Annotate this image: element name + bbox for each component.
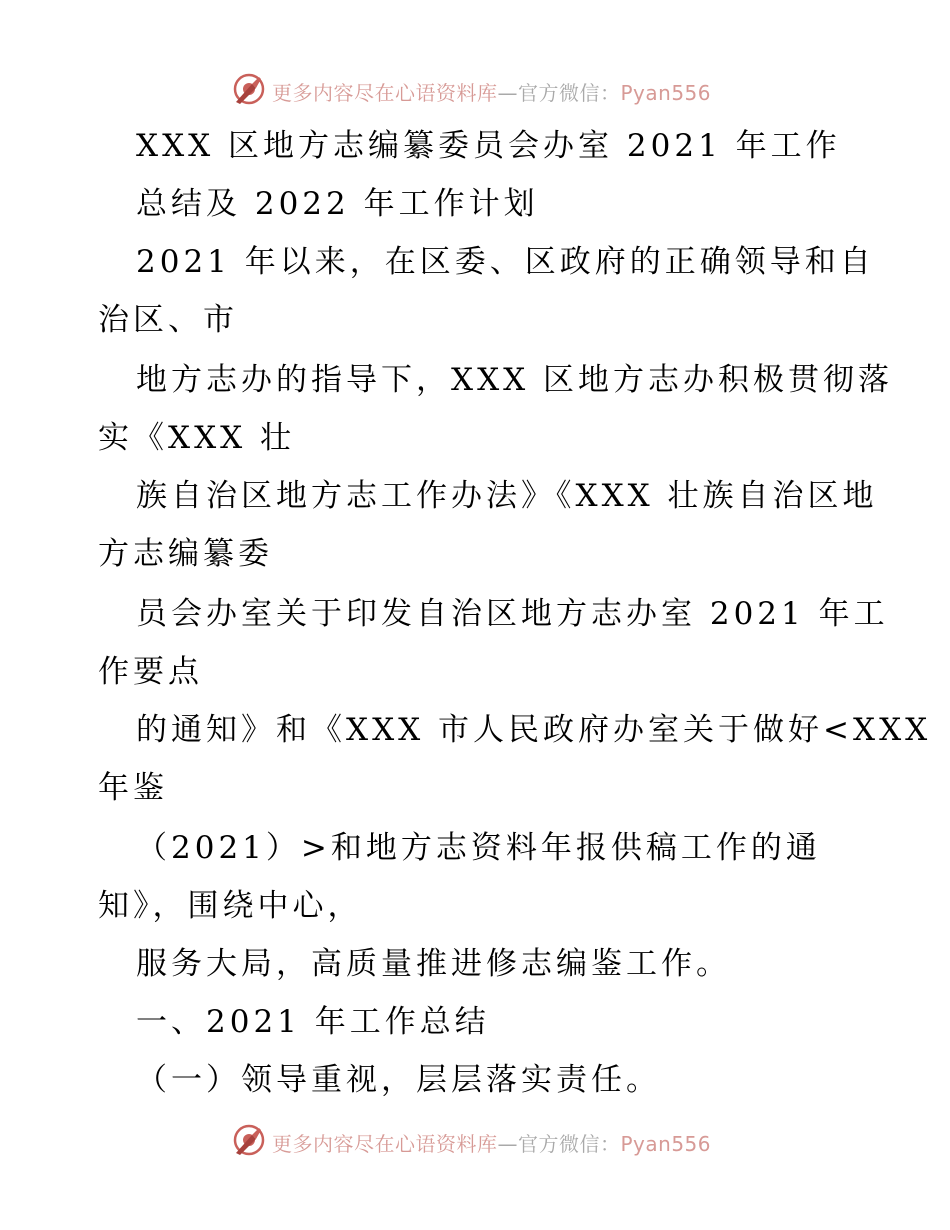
doc-line: 知》，围绕中心，: [98, 888, 363, 924]
doc-line: 作要点: [98, 654, 203, 690]
doc-line: 方志编纂委: [98, 536, 273, 572]
doc-title-line-1: XXX 区地方志编纂委员会办室 2021 年工作: [136, 128, 841, 164]
pen-logo-icon: [232, 72, 266, 106]
header-watermark: [0, 70, 950, 110]
doc-line: 2021 年以来，在区委、区政府的正确领导和自: [136, 244, 875, 280]
doc-line: 族自治区地方志工作办法》《XXX 壮族自治区地: [136, 478, 878, 514]
doc-line: （2021）>和地方志资料年报供稿工作的通: [136, 830, 821, 866]
doc-line: 的通知》和《XXX 市人民政府办室关于做好<XXX: [136, 712, 932, 748]
watermark-text: [272, 1128, 711, 1157]
pen-logo-icon: [232, 1123, 266, 1157]
watermark-wechat-id: Pyan556: [620, 81, 712, 105]
section-heading: 一、2021 年工作总结: [136, 1004, 490, 1040]
footer-watermark: [0, 1121, 950, 1161]
doc-line: 服务大局，高质量推进修志编鉴工作。: [136, 946, 731, 982]
doc-title-line-2: 总结及 2022 年工作计划: [136, 186, 539, 222]
watermark-separator: —官方微信：: [497, 81, 621, 105]
watermark-site: 更多内容尽在心语资料库: [272, 1132, 498, 1156]
watermark-text: [272, 77, 711, 106]
subsection-heading: （一）领导重视，层层落实责任。: [136, 1062, 661, 1098]
watermark-site: 更多内容尽在心语资料库: [272, 81, 498, 105]
doc-line: 实《XXX 壮: [98, 420, 296, 456]
doc-line: 员会办室关于印发自治区地方志办室 2021 年工: [136, 596, 889, 632]
doc-line: 治区、市: [98, 302, 238, 338]
watermark-wechat-id: Pyan556: [620, 1132, 712, 1156]
doc-line: 年鉴: [98, 770, 168, 806]
watermark-separator: —官方微信：: [497, 1132, 621, 1156]
doc-line: 地方志办的指导下，XXX 区地方志办积极贯彻落: [136, 362, 894, 398]
